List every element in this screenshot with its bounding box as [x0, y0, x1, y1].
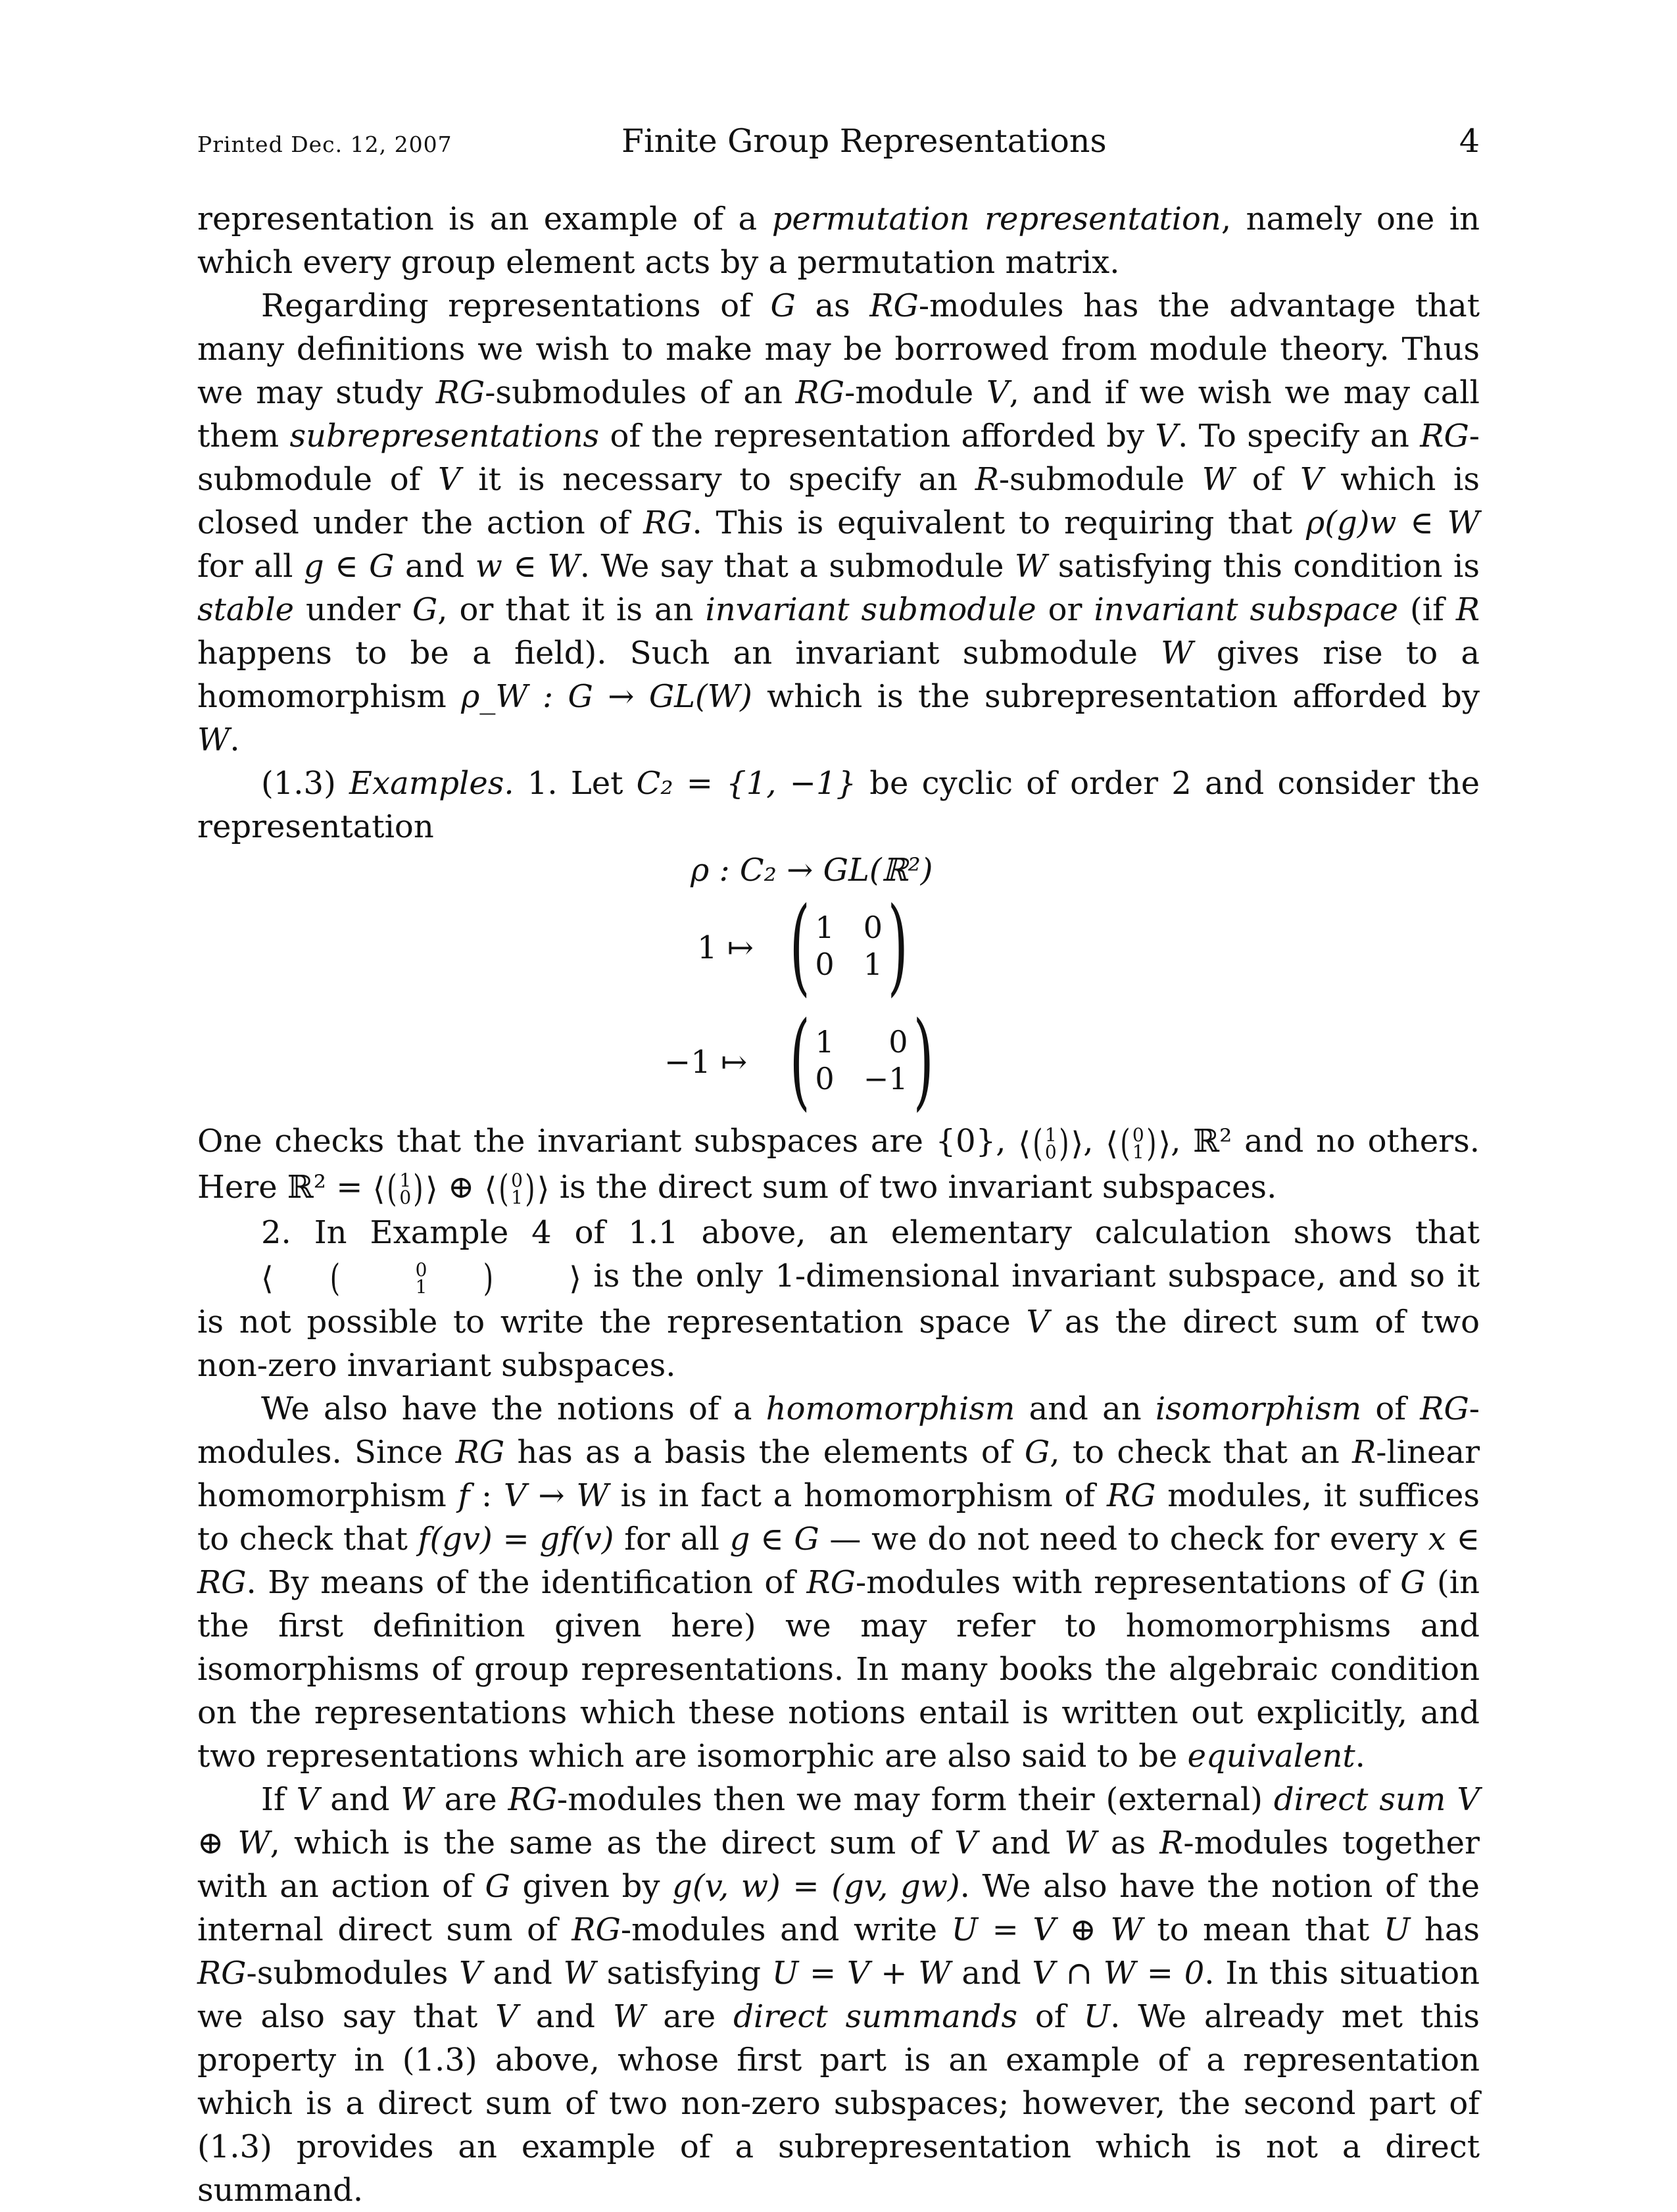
span-vector-e2: ⟨ ( 0 1 ) ⟩ — [261, 1256, 582, 1300]
span-vector-e1: ⟨ ( 1 0 ) ⟩ — [372, 1167, 438, 1210]
matrix-entries: 1 0 0 −1 — [815, 1024, 908, 1096]
print-date: Printed Dec. 12, 2007 — [197, 132, 452, 157]
span-vector-e2: ⟨ ( 0 1 ) ⟩ — [484, 1167, 550, 1210]
rho-map: ρ : C₂ → GL(ℝ²) — [691, 852, 933, 889]
left-paren: ( — [789, 998, 810, 1121]
span-vector-e1: ⟨ ( 1 0 ) ⟩ — [1018, 1121, 1084, 1165]
paragraph-direct-sum: If V and W are RG-modules then we may form their (external) direct sum V ⊕ W, which is the same as the direct sum of V and W as R-modules together with an action of G given by g(v, w) = (gv, gw). We also have the notion of the internal direct sum of RG-modules and write U = V ⊕ W to mean that U has RG-submodules V and W satisfying U = V + W and V ∩ W = 0. In this situation we also say that V and W are direct summands of U. We already met this property in (1.3) above, whose first part is an example of a representation which is a direct sum of two non-zero subspaces; however, the second part of (1.3) provides an example of a subrepresentation which is not a direct summand. — [197, 1781, 1480, 2209]
identity-matrix — [779, 884, 918, 1007]
matrix-entries: 1 0 0 1 — [815, 910, 883, 982]
body-text — [197, 197, 1480, 2212]
display-equation — [197, 848, 1480, 1119]
running-header — [197, 122, 1480, 164]
map-one: 1 ↦ — [697, 929, 754, 966]
paragraph-1: representation is an example of a permutation representation, namely one in which every group element acts by a permutation matrix. — [197, 201, 1480, 281]
paragraph-example-2: 2. In Example 4 of 1.1 above, an elementary calculation shows that ⟨ ( 0 1 ) ⟩ is the only 1-dimensional invariant subspace, and so it is not possible to write the representation space V as the direct sum of two non-zero invariant subspaces. — [197, 1214, 1480, 1384]
paragraph-2: Regarding representations of G as RG-modules has the advantage that many definitions we wish to make may be borrowed from module theory. Thus we may study RG-submodules of an RG-module V, and if we wish we may call them subrepresentations of the representation afforded by V. To specify an RG-submodule of V it is necessary to specify an R-submodule W of V which is closed under the action of RG. This is equivalent to requiring that ρ(g)w ∈ W for all g ∈ G and w ∈ W. We say that a submodule W satisfying this condition is stable under G, or that it is an invariant submodule or invariant subspace (if R happens to be a field). Such an invariant submodule W gives rise to a homomorphism ρ_W : G → GL(W) which is the subrepresentation afforded by W. — [197, 287, 1480, 758]
paragraph-invariant-subspaces: One checks that the invariant subspaces are {0}, ⟨ ( 1 0 ) ⟩ , ⟨ ( 0 1 ) ⟩ , ℝ² and no others. Here ℝ² = ⟨ ( 1 0 ) ⟩ ⊕ ⟨ ( 0 1 ) ⟩ is the direct sum of two invariant subspaces. — [197, 1121, 1480, 1210]
paragraph-homomorphisms: We also have the notions of a homomorphism and an isomorphism of RG-modules. Since RG has as a basis the elements of G, to check that an R-linear homomorphism f : V → W is in fact a homomorphism of RG modules, it suffices to check that f(gv) = gf(v) for all g ∈ G — we do not need to check for every x ∈ RG. By means of the identification of RG-modules with representations of G (in the first definition given here) we may refer to homomorphisms and isomorphisms of group representations. In many books the algebraic condition on the representations which these notions entail is written out explicitly, and two representations which are isomorphic are also said to be equivalent. — [197, 1390, 1480, 1775]
span-vector-e2: ⟨ ( 0 1 ) ⟩ — [1106, 1121, 1171, 1165]
running-title: Finite Group Representations — [621, 122, 1107, 160]
paragraph-examples: (1.3) Examples. 1. Let C₂ = {1, −1} be cyclic of order 2 and consider the representation — [197, 765, 1480, 845]
right-paren: ) — [887, 884, 908, 1007]
left-paren: ( — [789, 884, 810, 1007]
map-minus-one: −1 ↦ — [664, 1044, 748, 1081]
right-paren: ) — [913, 998, 934, 1121]
reflection-matrix — [779, 998, 944, 1121]
page-number: 4 — [1459, 122, 1480, 160]
